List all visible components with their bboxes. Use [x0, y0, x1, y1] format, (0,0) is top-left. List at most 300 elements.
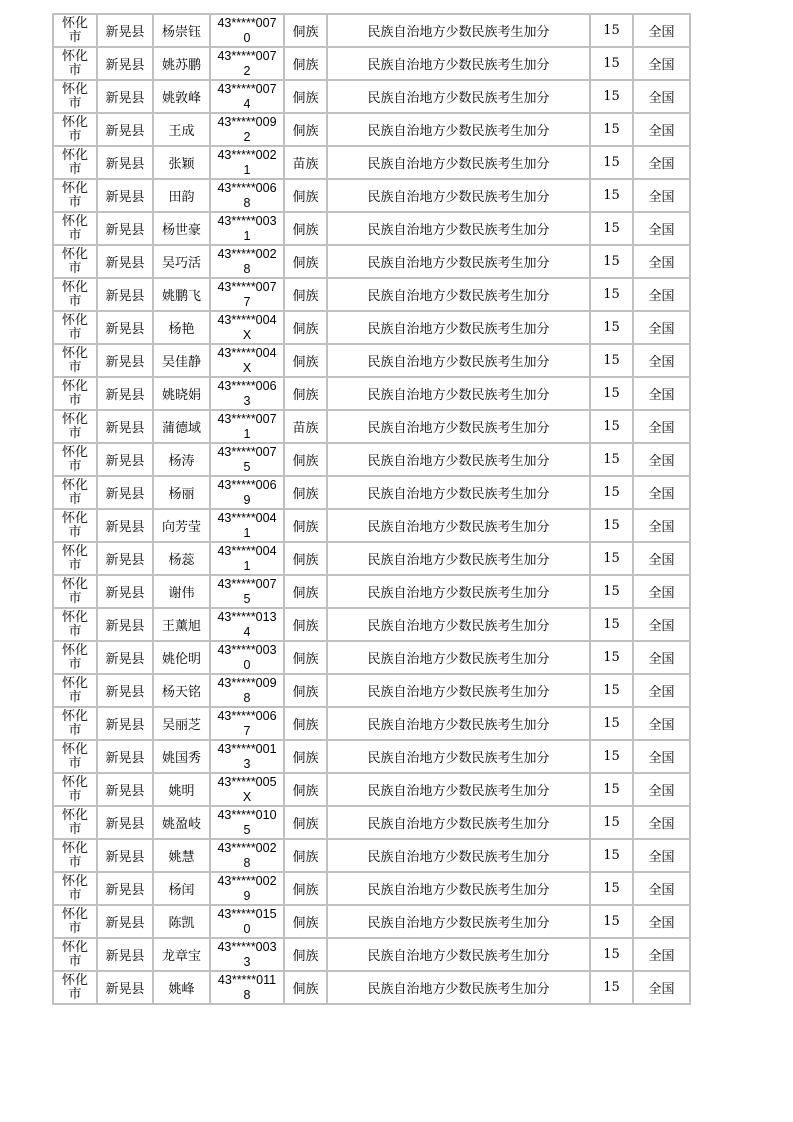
bonus-score-cell: 15 [590, 179, 633, 212]
ethnicity-cell: 侗族 [284, 839, 327, 872]
scope-cell: 全国 [633, 443, 690, 476]
ethnicity-cell: 侗族 [284, 245, 327, 278]
ethnicity-cell: 侗族 [284, 80, 327, 113]
id-number-cell [210, 905, 284, 938]
name-cell: 杨闰 [153, 872, 210, 905]
bonus-score-cell: 15 [590, 542, 633, 575]
ethnicity-cell: 侗族 [284, 806, 327, 839]
bonus-item-cell: 民族自治地方少数民族考生加分 [327, 608, 590, 641]
id-number-cell [210, 410, 284, 443]
id-number-line-2: 1 [243, 525, 251, 540]
scope-cell: 全国 [633, 212, 690, 245]
id-number-line-2: 4 [243, 96, 251, 111]
city-cell [53, 740, 97, 773]
bonus-score-cell: 15 [590, 938, 633, 971]
bonus-item-cell: 民族自治地方少数民族考生加分 [327, 839, 590, 872]
city-line-1: 怀化 [61, 609, 88, 625]
bonus-score-cell: 15 [590, 14, 633, 47]
city-line-2: 市 [68, 788, 82, 804]
id-number-line-2: 7 [243, 723, 251, 738]
scope-cell: 全国 [633, 707, 690, 740]
ethnicity-cell: 侗族 [284, 971, 327, 1004]
id-number-line-2: 8 [243, 195, 251, 210]
city-cell [53, 608, 97, 641]
table-row [53, 245, 690, 278]
table-row [53, 410, 690, 443]
id-number-line-1: 43*****003 [217, 939, 277, 954]
city-line-1: 怀化 [61, 279, 88, 295]
city-line-2: 市 [68, 458, 82, 474]
county-cell: 新晃县 [97, 707, 153, 740]
id-number-line-1: 43*****001 [217, 741, 277, 756]
id-number-line-1: 43*****003 [217, 213, 277, 228]
scope-cell: 全国 [633, 410, 690, 443]
city-cell [53, 146, 97, 179]
county-cell: 新晃县 [97, 608, 153, 641]
id-number-line-1: 43*****004 [217, 543, 277, 558]
name-cell: 田韵 [153, 179, 210, 212]
scope-cell: 全国 [633, 146, 690, 179]
id-number-cell [210, 608, 284, 641]
name-cell: 姚鹏飞 [153, 278, 210, 311]
city-line-1: 怀化 [61, 81, 88, 97]
table-row [53, 773, 690, 806]
id-number-line-2: 8 [243, 261, 251, 276]
name-cell: 陈凯 [153, 905, 210, 938]
ethnicity-cell: 侗族 [284, 344, 327, 377]
scope-cell: 全国 [633, 674, 690, 707]
bonus-score-cell: 15 [590, 377, 633, 410]
ethnicity-cell: 侗族 [284, 608, 327, 641]
city-line-2: 市 [68, 722, 82, 738]
city-cell [53, 509, 97, 542]
id-number-line-2: 0 [243, 921, 251, 936]
bonus-score-cell: 15 [590, 47, 633, 80]
scope-cell: 全国 [633, 938, 690, 971]
id-number-cell [210, 938, 284, 971]
ethnicity-cell: 侗族 [284, 674, 327, 707]
bonus-score-cell: 15 [590, 773, 633, 806]
city-line-1: 怀化 [61, 114, 88, 130]
table-row [53, 740, 690, 773]
city-line-2: 市 [68, 62, 82, 78]
county-cell: 新晃县 [97, 344, 153, 377]
bonus-item-cell: 民族自治地方少数民族考生加分 [327, 575, 590, 608]
city-cell [53, 971, 97, 1004]
city-cell [53, 806, 97, 839]
bonus-item-cell: 民族自治地方少数民族考生加分 [327, 47, 590, 80]
bonus-item-cell: 民族自治地方少数民族考生加分 [327, 872, 590, 905]
bonus-score-cell: 15 [590, 245, 633, 278]
city-line-1: 怀化 [61, 378, 88, 394]
table-row [53, 674, 690, 707]
id-number-line-1: 43*****004 [217, 312, 277, 327]
id-number-line-2: 4 [243, 624, 251, 639]
ethnicity-cell: 苗族 [284, 146, 327, 179]
id-number-cell [210, 509, 284, 542]
city-line-1: 怀化 [61, 543, 88, 559]
name-cell: 王成 [153, 113, 210, 146]
city-line-2: 市 [68, 491, 82, 507]
id-number-line-1: 43*****006 [217, 180, 277, 195]
name-cell: 杨艳 [153, 311, 210, 344]
scope-cell: 全国 [633, 47, 690, 80]
name-cell: 杨天铭 [153, 674, 210, 707]
id-number-line-1: 43*****005 [217, 774, 277, 789]
table-row [53, 80, 690, 113]
city-cell [53, 14, 97, 47]
table-row [53, 905, 690, 938]
scope-cell: 全国 [633, 278, 690, 311]
county-cell: 新晃县 [97, 311, 153, 344]
id-number-line-2: 8 [243, 855, 251, 870]
table-row [53, 113, 690, 146]
name-cell: 张颖 [153, 146, 210, 179]
id-number-cell [210, 476, 284, 509]
bonus-item-cell: 民族自治地方少数民族考生加分 [327, 14, 590, 47]
bonus-item-cell: 民族自治地方少数民族考生加分 [327, 806, 590, 839]
name-cell: 姚伦明 [153, 641, 210, 674]
county-cell: 新晃县 [97, 674, 153, 707]
id-number-line-1: 43*****002 [217, 840, 277, 855]
county-cell: 新晃县 [97, 839, 153, 872]
city-line-1: 怀化 [61, 180, 88, 196]
bonus-item-cell: 民族自治地方少数民族考生加分 [327, 509, 590, 542]
bonus-score-cell: 15 [590, 80, 633, 113]
scope-cell: 全国 [633, 14, 690, 47]
bonus-score-cell: 15 [590, 443, 633, 476]
bonus-score-cell: 15 [590, 740, 633, 773]
name-cell: 蒲德域 [153, 410, 210, 443]
name-cell: 吴佳静 [153, 344, 210, 377]
name-cell: 杨蕊 [153, 542, 210, 575]
city-line-1: 怀化 [61, 939, 88, 955]
county-cell: 新晃县 [97, 971, 153, 1004]
name-cell: 姚慧 [153, 839, 210, 872]
city-cell [53, 707, 97, 740]
id-number-cell [210, 245, 284, 278]
ethnicity-cell: 侗族 [284, 476, 327, 509]
city-line-1: 怀化 [61, 576, 88, 592]
bonus-score-cell: 15 [590, 806, 633, 839]
id-number-line-2: 7 [243, 294, 251, 309]
id-number-line-2: 1 [243, 228, 251, 243]
id-number-line-2: 1 [243, 426, 251, 441]
county-cell: 新晃县 [97, 509, 153, 542]
city-line-2: 市 [68, 755, 82, 771]
bonus-score-cell: 15 [590, 410, 633, 443]
bonus-item-cell: 民族自治地方少数民族考生加分 [327, 971, 590, 1004]
scope-cell: 全国 [633, 542, 690, 575]
table-row [53, 179, 690, 212]
city-line-2: 市 [68, 887, 82, 903]
city-line-2: 市 [68, 128, 82, 144]
bonus-item-cell: 民族自治地方少数民族考生加分 [327, 245, 590, 278]
id-number-line-1: 43*****006 [217, 378, 277, 393]
ethnicity-cell: 苗族 [284, 410, 327, 443]
county-cell: 新晃县 [97, 278, 153, 311]
city-line-2: 市 [68, 656, 82, 672]
city-cell [53, 674, 97, 707]
city-line-2: 市 [68, 194, 82, 210]
id-number-cell [210, 806, 284, 839]
scope-cell: 全国 [633, 80, 690, 113]
table-body [53, 14, 690, 1004]
id-number-line-1: 43*****010 [217, 807, 277, 822]
id-number-line-2: 3 [243, 954, 251, 969]
name-cell: 吴丽芝 [153, 707, 210, 740]
id-number-line-2: 8 [243, 690, 251, 705]
city-cell [53, 839, 97, 872]
city-line-2: 市 [68, 623, 82, 639]
id-number-line-2: 5 [243, 459, 251, 474]
scope-cell: 全国 [633, 344, 690, 377]
id-number-line-1: 43*****015 [217, 906, 277, 921]
bonus-item-cell: 民族自治地方少数民族考生加分 [327, 344, 590, 377]
id-number-line-2: 5 [243, 822, 251, 837]
ethnicity-cell: 侗族 [284, 740, 327, 773]
id-number-line-2: 3 [243, 756, 251, 771]
id-number-cell [210, 641, 284, 674]
name-cell: 姚晓娟 [153, 377, 210, 410]
city-line-1: 怀化 [61, 873, 88, 889]
city-cell [53, 905, 97, 938]
city-line-2: 市 [68, 359, 82, 375]
bonus-item-cell: 民族自治地方少数民族考生加分 [327, 113, 590, 146]
table-row [53, 806, 690, 839]
city-line-2: 市 [68, 260, 82, 276]
ethnicity-cell: 侗族 [284, 905, 327, 938]
city-line-2: 市 [68, 392, 82, 408]
id-number-line-1: 43*****009 [217, 114, 277, 129]
city-cell [53, 443, 97, 476]
city-line-2: 市 [68, 161, 82, 177]
scope-cell: 全国 [633, 113, 690, 146]
id-number-cell [210, 839, 284, 872]
city-line-1: 怀化 [61, 906, 88, 922]
city-line-2: 市 [68, 920, 82, 936]
city-line-1: 怀化 [61, 675, 88, 691]
bonus-item-cell: 民族自治地方少数民族考生加分 [327, 905, 590, 938]
name-cell: 龙章宝 [153, 938, 210, 971]
bonus-item-cell: 民族自治地方少数民族考生加分 [327, 311, 590, 344]
ethnicity-cell: 侗族 [284, 443, 327, 476]
county-cell: 新晃县 [97, 641, 153, 674]
city-cell [53, 278, 97, 311]
table-row [53, 575, 690, 608]
table-row [53, 47, 690, 80]
ethnicity-cell: 侗族 [284, 377, 327, 410]
county-cell: 新晃县 [97, 443, 153, 476]
table-row [53, 641, 690, 674]
ethnicity-cell: 侗族 [284, 641, 327, 674]
city-line-1: 怀化 [61, 48, 88, 64]
bonus-score-cell: 15 [590, 146, 633, 179]
city-cell [53, 377, 97, 410]
bonus-score-cell: 15 [590, 278, 633, 311]
city-line-1: 怀化 [61, 213, 88, 229]
bonus-score-cell: 15 [590, 212, 633, 245]
city-line-1: 怀化 [61, 312, 88, 328]
id-number-cell [210, 971, 284, 1004]
id-number-cell [210, 212, 284, 245]
scope-cell: 全国 [633, 740, 690, 773]
city-line-2: 市 [68, 821, 82, 837]
scope-cell: 全国 [633, 905, 690, 938]
id-number-line-2: 1 [243, 558, 251, 573]
bonus-score-cell: 15 [590, 707, 633, 740]
county-cell: 新晃县 [97, 47, 153, 80]
bonus-score-cell: 15 [590, 311, 633, 344]
ethnicity-cell: 侗族 [284, 707, 327, 740]
city-line-1: 怀化 [61, 807, 88, 823]
scope-cell: 全国 [633, 311, 690, 344]
name-cell: 王薰旭 [153, 608, 210, 641]
id-number-cell [210, 311, 284, 344]
table-row [53, 542, 690, 575]
bonus-item-cell: 民族自治地方少数民族考生加分 [327, 542, 590, 575]
bonus-item-cell: 民族自治地方少数民族考生加分 [327, 410, 590, 443]
name-cell: 姚明 [153, 773, 210, 806]
ethnicity-cell: 侗族 [284, 14, 327, 47]
table-row [53, 311, 690, 344]
scope-cell: 全国 [633, 575, 690, 608]
id-number-line-2: 1 [243, 162, 251, 177]
name-cell: 姚国秀 [153, 740, 210, 773]
id-number-cell [210, 674, 284, 707]
id-number-line-1: 43*****004 [217, 510, 277, 525]
id-number-line-2: 0 [243, 657, 251, 672]
bonus-item-cell: 民族自治地方少数民族考生加分 [327, 773, 590, 806]
name-cell: 杨世豪 [153, 212, 210, 245]
city-line-2: 市 [68, 689, 82, 705]
city-line-1: 怀化 [61, 15, 88, 31]
id-number-line-1: 43*****002 [217, 246, 277, 261]
scope-cell: 全国 [633, 641, 690, 674]
city-line-2: 市 [68, 524, 82, 540]
county-cell: 新晃县 [97, 905, 153, 938]
id-number-cell [210, 179, 284, 212]
bonus-item-cell: 民族自治地方少数民族考生加分 [327, 212, 590, 245]
bonus-item-cell: 民族自治地方少数民族考生加分 [327, 476, 590, 509]
id-number-line-1: 43*****007 [217, 48, 277, 63]
table-row [53, 344, 690, 377]
table-row [53, 476, 690, 509]
city-cell [53, 344, 97, 377]
id-number-line-1: 43*****007 [217, 411, 277, 426]
city-line-2: 市 [68, 953, 82, 969]
id-number-line-2: X [242, 360, 252, 375]
id-number-line-1: 43*****013 [217, 609, 277, 624]
id-number-cell [210, 575, 284, 608]
id-number-cell [210, 872, 284, 905]
ethnicity-cell: 侗族 [284, 509, 327, 542]
id-number-line-2: 2 [243, 129, 251, 144]
id-number-line-2: 9 [243, 492, 251, 507]
city-line-2: 市 [68, 29, 82, 45]
name-cell: 姚盈岐 [153, 806, 210, 839]
city-cell [53, 47, 97, 80]
table-row [53, 839, 690, 872]
county-cell: 新晃县 [97, 542, 153, 575]
county-cell: 新晃县 [97, 212, 153, 245]
scope-cell: 全国 [633, 872, 690, 905]
city-line-1: 怀化 [61, 510, 88, 526]
name-cell: 杨丽 [153, 476, 210, 509]
county-cell: 新晃县 [97, 938, 153, 971]
table-row [53, 707, 690, 740]
bonus-score-cell: 15 [590, 509, 633, 542]
city-line-1: 怀化 [61, 708, 88, 724]
id-number-line-2: 9 [243, 888, 251, 903]
id-number-line-2: 8 [243, 987, 251, 1002]
county-cell: 新晃县 [97, 146, 153, 179]
id-number-cell [210, 443, 284, 476]
county-cell: 新晃县 [97, 575, 153, 608]
id-number-line-1: 43*****006 [217, 477, 277, 492]
bonus-score-cell: 15 [590, 641, 633, 674]
city-line-1: 怀化 [61, 642, 88, 658]
id-number-line-1: 43*****009 [217, 675, 277, 690]
name-cell: 杨崇钰 [153, 14, 210, 47]
city-line-1: 怀化 [61, 411, 88, 427]
city-cell [53, 575, 97, 608]
bonus-score-cell: 15 [590, 872, 633, 905]
county-cell: 新晃县 [97, 245, 153, 278]
county-cell: 新晃县 [97, 113, 153, 146]
ethnicity-cell: 侗族 [284, 872, 327, 905]
city-line-1: 怀化 [61, 246, 88, 262]
id-number-line-1: 43*****007 [217, 279, 277, 294]
bonus-item-cell: 民族自治地方少数民族考生加分 [327, 443, 590, 476]
ethnicity-cell: 侗族 [284, 113, 327, 146]
bonus-points-table [52, 13, 691, 1005]
table-row [53, 872, 690, 905]
scope-cell: 全国 [633, 179, 690, 212]
id-number-line-1: 43*****004 [217, 345, 277, 360]
name-cell: 姚苏鹏 [153, 47, 210, 80]
name-cell: 姚敦峰 [153, 80, 210, 113]
city-cell [53, 410, 97, 443]
bonus-item-cell: 民族自治地方少数民族考生加分 [327, 707, 590, 740]
id-number-line-1: 43*****007 [217, 81, 277, 96]
name-cell: 姚峰 [153, 971, 210, 1004]
scope-cell: 全国 [633, 509, 690, 542]
scope-cell: 全国 [633, 773, 690, 806]
bonus-score-cell: 15 [590, 971, 633, 1004]
bonus-score-cell: 15 [590, 608, 633, 641]
ethnicity-cell: 侗族 [284, 311, 327, 344]
name-cell: 杨涛 [153, 443, 210, 476]
city-line-2: 市 [68, 95, 82, 111]
scope-cell: 全国 [633, 245, 690, 278]
id-number-line-2: 5 [243, 591, 251, 606]
id-number-cell [210, 542, 284, 575]
city-line-2: 市 [68, 326, 82, 342]
table-row [53, 377, 690, 410]
id-number-line-1: 43*****006 [217, 708, 277, 723]
county-cell: 新晃县 [97, 872, 153, 905]
city-cell [53, 872, 97, 905]
bonus-item-cell: 民族自治地方少数民族考生加分 [327, 80, 590, 113]
bonus-score-cell: 15 [590, 674, 633, 707]
city-line-1: 怀化 [61, 477, 88, 493]
ethnicity-cell: 侗族 [284, 575, 327, 608]
city-line-1: 怀化 [61, 972, 88, 988]
county-cell: 新晃县 [97, 773, 153, 806]
id-number-line-2: 2 [243, 63, 251, 78]
scope-cell: 全国 [633, 377, 690, 410]
